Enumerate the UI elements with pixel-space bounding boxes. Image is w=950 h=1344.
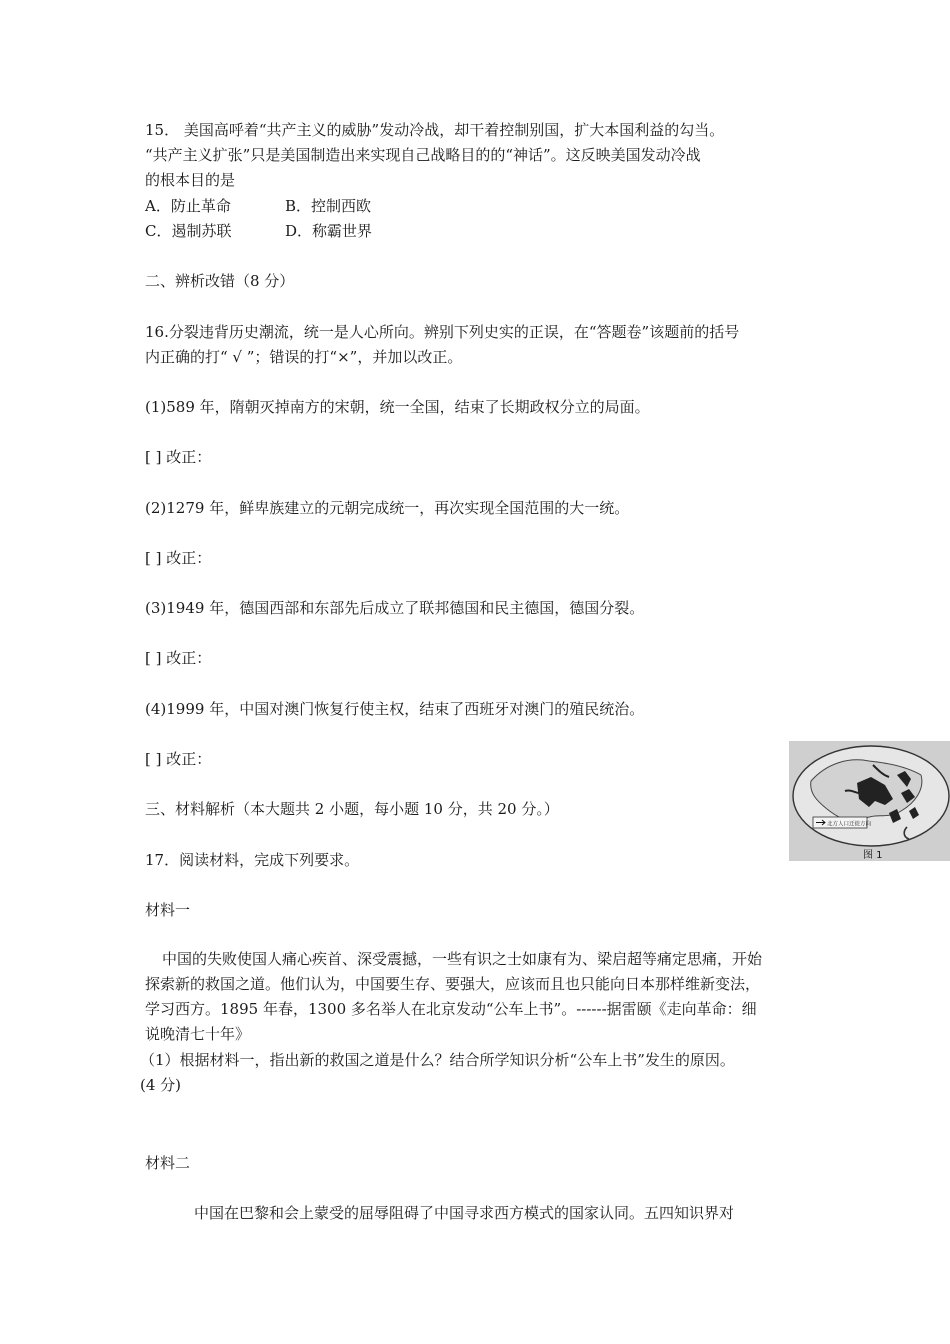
material-2-line-1: 中国在巴黎和会上蒙受的屈辱阻碍了中国寻求西方模式的国家认同。五四知识界对 bbox=[194, 1204, 735, 1222]
q16-stem-line-1: 16.分裂违背历史潮流，统一是人心所向。辨别下列史实的正误，在“答题卷”该题前的括号 bbox=[145, 323, 740, 341]
q16-item-4-answer[interactable]: [ ] 改正： bbox=[145, 750, 212, 768]
q16-item-2-text: (2)1279 年，鲜卑族建立的元朝完成统一，再次实现全国范围的大一统。 bbox=[145, 499, 630, 517]
q17-intro: 17．阅读材料，完成下列要求。 bbox=[145, 851, 360, 869]
q16-item-1-answer[interactable]: [ ] 改正： bbox=[145, 448, 212, 466]
material-2-label: 材料二 bbox=[145, 1154, 191, 1172]
section-2-title: 二、辨析改错（8 分） bbox=[145, 272, 295, 290]
q17-question-1-line-2: (4 分) bbox=[140, 1076, 182, 1094]
q16-stem-line-2: 内正确的打“ √ ”；错误的打“×”，并加以改正。 bbox=[145, 348, 463, 366]
q17-question-1-line-1: （1）根据材料一，指出新的救国之道是什么？结合所学知识分析“公车上书”发生的原因。 bbox=[140, 1051, 735, 1069]
section-3-title: 三、材料解析（本大题共 2 小题，每小题 10 分，共 20 分。） bbox=[145, 800, 559, 818]
q15-option-d[interactable]: D．称霸世界 bbox=[285, 222, 373, 240]
q16-item-4-text: (4)1999 年，中国对澳门恢复行使主权，结束了西班牙对澳门的殖民统治。 bbox=[145, 700, 645, 718]
material-1-line-1: 中国的失败使国人痛心疾首、深受震撼，一些有识之士如康有为、梁启超等痛定思痛，开始 bbox=[162, 950, 763, 968]
map-caption: 图 1 bbox=[863, 850, 883, 861]
q16-item-2-answer[interactable]: [ ] 改正： bbox=[145, 549, 212, 567]
q16-item-3-text: (3)1949 年，德国西部和东部先后成立了联邦德国和民主德国，德国分裂。 bbox=[145, 599, 645, 617]
q15-stem-line-1: 15． 美国高呼着“共产主义的威胁”发动冷战，却干着控制别国，扩大本国利益的勾当。 bbox=[145, 121, 725, 139]
q15-options-row-2 bbox=[145, 219, 425, 243]
q15-stem-line-2: “共产主义扩张”只是美国制造出来实现自己战略目的的“神话”。这反映美国发动冷战 bbox=[145, 146, 701, 164]
material-1-line-2: 探索新的救国之道。他们认为，中国要生存、要强大，应该而且也只能向日本那样维新变法， bbox=[145, 975, 761, 993]
material-1-line-3: 学习西方。1895 年春，1300 多名举人在北京发动“公车上书”。------据雷颐《走向革命：细 bbox=[145, 1000, 757, 1018]
q15-option-b[interactable]: B．控制西欧 bbox=[285, 197, 372, 215]
q16-item-1-text: (1)589 年，隋朝灭掉南方的宋朝，统一全国，结束了长期政权分立的局面。 bbox=[145, 398, 650, 416]
material-1-line-4: 说晚清七十年》 bbox=[145, 1025, 251, 1043]
q15-option-c[interactable]: C．遏制苏联 bbox=[145, 222, 232, 240]
q15-option-a[interactable]: A．防止革命 bbox=[145, 197, 231, 215]
migration-map-image bbox=[789, 741, 950, 861]
q15-stem-line-3: 的根本目的是 bbox=[145, 171, 236, 189]
q15-options-row-1 bbox=[145, 194, 425, 218]
map-legend-text: 北方人口迁徙方向 bbox=[827, 821, 872, 828]
material-1-label: 材料一 bbox=[145, 901, 191, 919]
q16-item-3-answer[interactable]: [ ] 改正： bbox=[145, 649, 212, 667]
